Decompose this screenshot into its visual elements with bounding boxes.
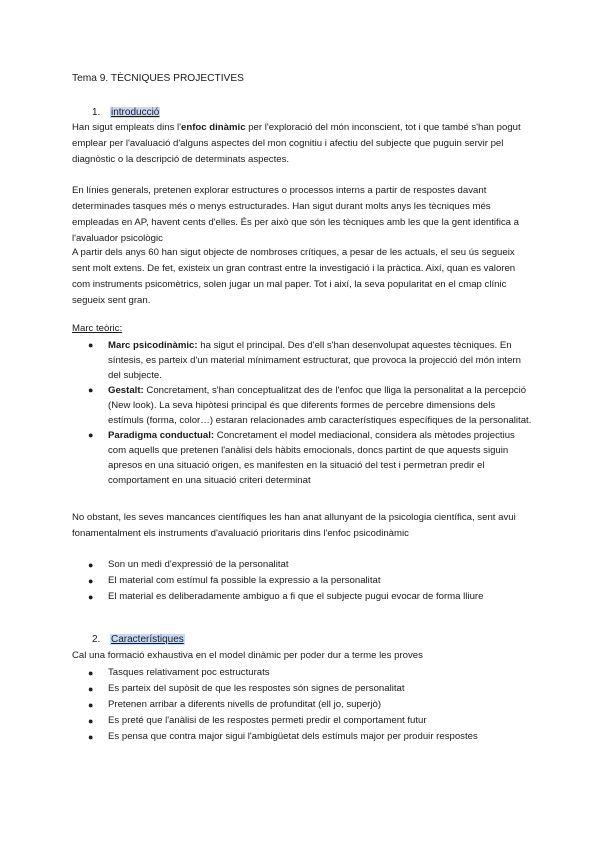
item-text: Concretament el model mediacional, considera als mètodes projectius com aquells que pretenen l'anàlisi dels hàbits emocionals, doncs partint de que aquests siguin apresos en una situació origen, es manifesten en la situació del test i permetran predir el comportament en una situació criteri determinat xyxy=(108,430,515,486)
intro-paragraph xyxy=(72,120,528,168)
list-item xyxy=(72,681,532,697)
marc-teoric-list xyxy=(72,338,532,488)
intro-bold-term: enfoc dinàmic xyxy=(181,122,246,133)
bullet-icon: ● xyxy=(88,430,94,440)
section-1-title: introducció xyxy=(111,107,160,118)
item-text: Tasques relativament poc estructurats xyxy=(108,667,270,678)
item-text: El material es deliberadamente ambiguo a fi que el subjecte pugui evocar de forma lliure xyxy=(108,591,484,602)
section-2-heading xyxy=(92,634,185,645)
intro-text-start: Han sigut empleats dins l' xyxy=(72,122,182,133)
item-text: Es preté que l'anàlisi de les respostes permeti predir el comportament futur xyxy=(108,715,427,726)
characteristics-list xyxy=(72,665,532,745)
list-item xyxy=(72,428,532,488)
item-text: Es parteix del supòsit de que les respostes són signes de personalitat xyxy=(108,683,405,694)
bullet-icon: ● xyxy=(88,560,94,570)
item-bold-label: Marc psicodinàmic: xyxy=(108,340,198,351)
document-title: Tema 9. TÈCNIQUES PROJECTIVES xyxy=(72,73,244,84)
bullet-icon: ● xyxy=(88,732,94,742)
criticism-paragraph: A partir dels anys 60 han sigut objecte de nombroses crítiques, a pesar de les actuals, el seu ús segueix sent molt extens. De fet, existeix un gran contrast entre la investigació i la pràctica. Així, quan es valoren com instruments psicomètrics, solen jugar un mal paper. Tot i així, la seva popularitat en el cmap clínic segueix sent gran. xyxy=(72,247,516,306)
section-1-number: 1. xyxy=(92,107,101,118)
marc-teoric-heading: Marc teòric: xyxy=(72,323,123,334)
bullet-icon: ● xyxy=(88,340,94,350)
bullet-icon: ● xyxy=(88,592,94,602)
item-bold-label: Gestalt: xyxy=(108,385,144,396)
item-text: ha sigut el principal. Des d'ell s'han desenvolupat aquestes tècniques. En síntesis, es parteix d'un material mínimament estructurat, que provoca la projecció del món intern del subjecte. xyxy=(108,340,521,381)
list-item xyxy=(72,697,532,713)
bullet-icon: ● xyxy=(88,576,94,586)
section-1-heading xyxy=(92,107,160,118)
list-item xyxy=(72,729,532,745)
list-item xyxy=(72,557,532,573)
bullet-icon: ● xyxy=(88,716,94,726)
bullet-icon: ● xyxy=(88,700,94,710)
bullet-icon: ● xyxy=(88,385,94,395)
item-text: Concretament, s'han conceptualitzat des de l'enfoc que lliga la personalitat a la percepció (New look). La seva hipòtesi principal és que diferents formes de percebre dimensions dels estímuls (forma, color…) estaran relacionades amb característiques específiques de la personalitat. xyxy=(108,385,532,426)
list-item xyxy=(72,573,532,589)
section-2-number: 2. xyxy=(92,634,101,645)
summary-list xyxy=(72,557,532,605)
list-item xyxy=(72,713,532,729)
scientific-gaps-paragraph: No obstant, les seves mancances científiques les han anat allunyant de la psicologia científica, sent avui fonamentalment els instruments d'avaluació prioritaris dins l'enfoc psicodinàmic xyxy=(72,512,516,539)
characteristics-intro: Cal una formació exhaustiva en el model dinàmic per poder dur a terme les proves xyxy=(72,650,423,661)
bullet-icon: ● xyxy=(88,684,94,694)
bullet-icon: ● xyxy=(88,668,94,678)
item-text: El material com estímul fa possible la expressio a la personalitat xyxy=(108,575,381,586)
item-text: Es pensa que contra major sigui l'ambigüetat dels estímuls major per produir respostes xyxy=(108,731,478,742)
item-bold-label: Paradigma conductual: xyxy=(108,430,215,441)
item-text: Son un medi d'expressió de la personalitat xyxy=(108,559,289,570)
item-text: Pretenen arribar a diferents nivells de profunditat (ell jo, superjò) xyxy=(108,699,382,710)
intro-text-end: per l'exploració del món inconscient, tot i que també s'han pogut emplear per l'avaluació d'alguns aspectes del mon cognitiu i afectiu del subjecte que puguin servir pel diagnòstic o la descripció de determinats aspectes. xyxy=(72,122,521,165)
section-2-title: Característiques xyxy=(111,634,184,645)
list-item xyxy=(72,665,532,681)
list-item xyxy=(72,383,532,428)
general-lines-paragraph: En línies generals, pretenen explorar estructures o processos interns a partir de respostes davant determinades tasques més o menys estructurades. Han sigut durant molts anys les tècniques més empleadas en AP, havent cents d'elles. És per això que són les tècniques amb les que la gent identifica a l'avaluador psicològic xyxy=(72,185,519,244)
list-item xyxy=(72,589,532,605)
list-item xyxy=(72,338,532,383)
